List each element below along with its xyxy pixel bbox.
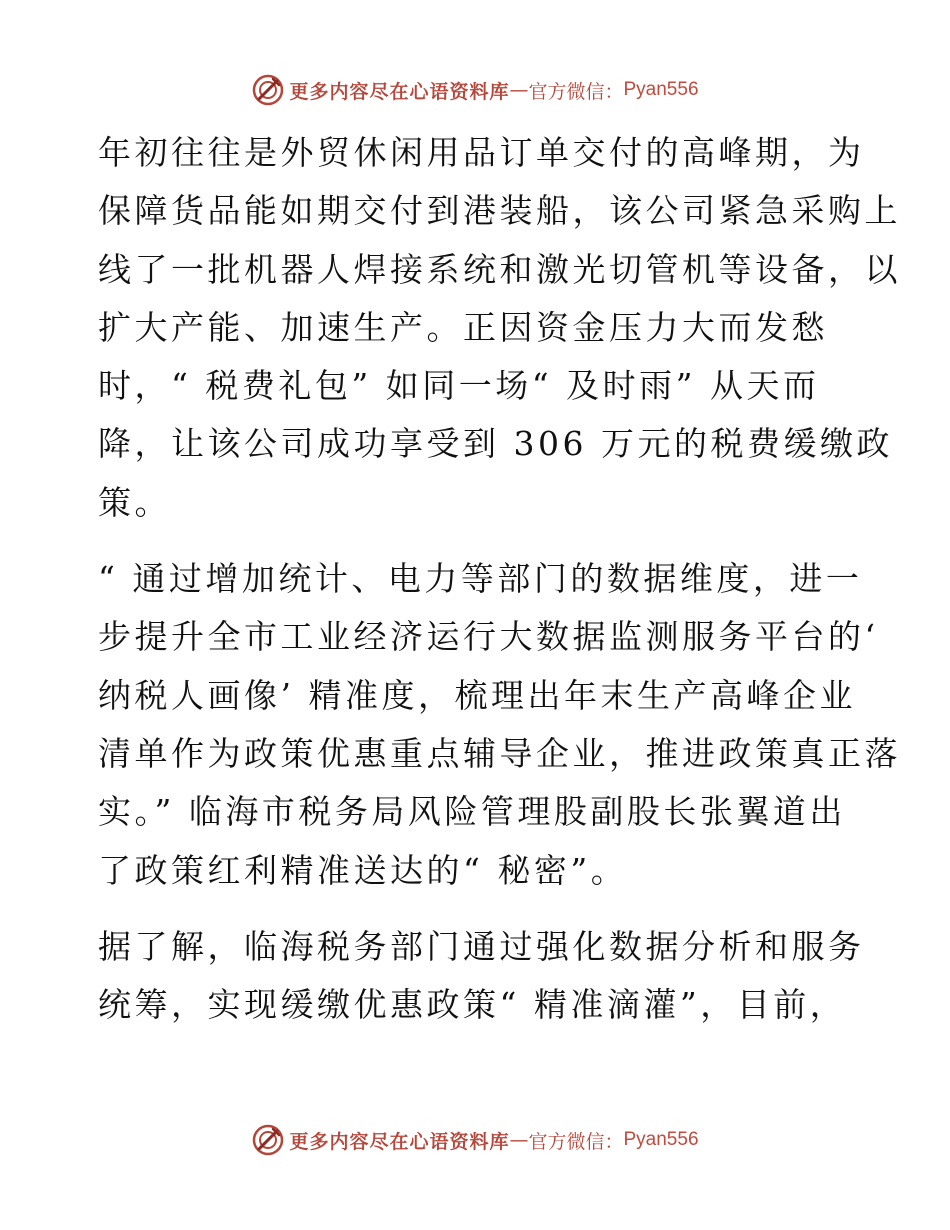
paragraph-2 [98,550,901,900]
text-line: 据了解，临海税务部门通过强化数据分析和服务 [98,926,865,966]
text-line: 降，让该公司成功享受到 306 万元的税费缓缴政 [98,424,893,464]
text-line: “ 通过增加统计、电力等部门的数据维度，进一 [98,559,863,599]
text-line: 策。 [98,482,171,522]
paragraph-3 [98,918,865,1035]
banner-brand-text: 更多内容尽在心语资料库 [289,80,510,103]
banner-separator: — [509,79,529,101]
text-line: 扩大产能、加速生产。正因资金压力大而发愁 [98,307,828,347]
banner-brand-text: 更多内容尽在心语资料库 [289,1130,510,1153]
banner-wechat-label: 官方微信： [528,1130,624,1153]
banner-wechat-id: Pyan556 [623,1129,699,1150]
banner-wechat-label: 官方微信： [528,80,624,103]
text-line: 清单作为政策优惠重点辅导企业，推进政策真正落 [98,733,901,773]
text-line: 保障货品能如期交付到港装船，该公司紧急采购上 [98,191,901,231]
banner-wechat-id: Pyan556 [623,79,699,100]
text-line: 统筹，实现缓缴优惠政策“ 精准滴灌”，目前， [98,985,847,1025]
text-line: 步提升全市工业经济运行大数据监测服务平台的‘ [98,617,879,657]
brand-logo-icon [251,73,285,107]
text-line: 实。” 临海市税务局风险管理股副股长张翼道出 [98,792,846,832]
paragraph-1 [98,124,901,532]
footer-banner [0,1120,950,1160]
text-line: 时，“ 税费礼包” 如同一场“ 及时雨” 从天而 [98,366,820,406]
document-body [98,124,901,1052]
banner-separator: — [509,1129,529,1151]
text-line: 了政策红利精准送达的“ 秘密”。 [98,850,628,890]
text-line: 年初往往是外贸休闲用品订单交付的高峰期，为 [98,133,865,172]
text-line: 纳税人画像’ 精准度，梳理出年末生产高峰企业 [98,675,856,715]
header-banner [0,70,950,110]
text-line: 线了一批机器人焊接系统和激光切管机等设备，以 [98,249,901,289]
brand-logo-icon [251,1123,285,1157]
